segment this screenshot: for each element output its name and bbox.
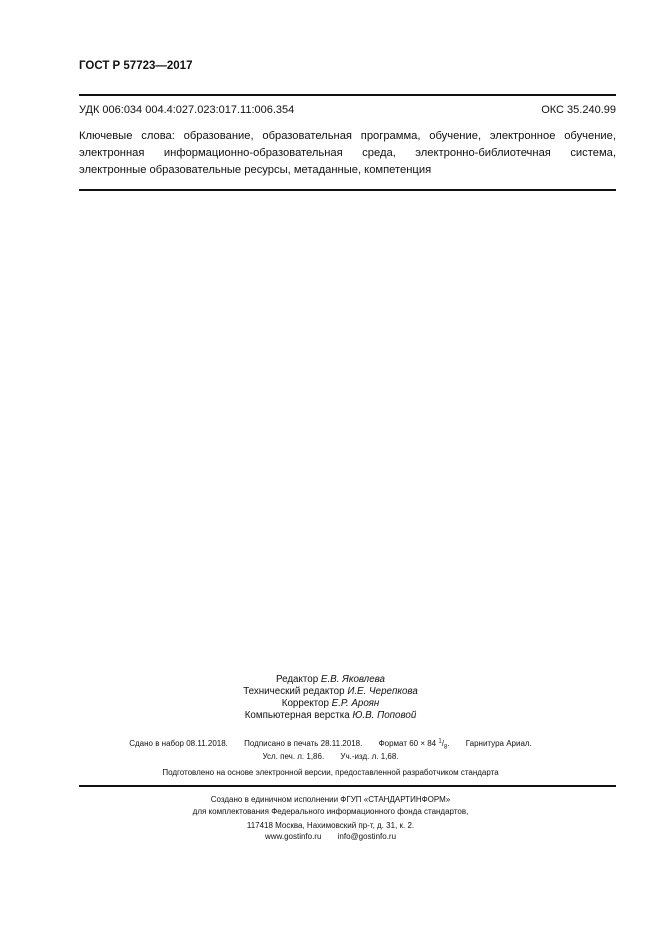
credit-role: Корректор [281,698,329,709]
credit-role: Компьютерная верстка [244,710,350,721]
divider [79,94,616,96]
keywords: Ключевые слова: образование, образовательная программа, обучение, электронное обучение, электронная информационно-образовательная среда, электронно-библиотечная система, электронные образовательные ресурсы, метаданные, компетенция [79,130,616,176]
divider [79,785,616,787]
udk-code: УДК 006:034 004.4:027.023:017.11:006.354 [79,104,295,116]
format: Формат 60 × 84 $^1/_8$. [378,738,450,751]
submitted-date: Сдано в набор 08.11.2018. [129,738,228,748]
footer-line1: Создано в единичном исполнении ФГУП «СТАНДАРТИНФОРМ» [210,795,451,804]
footer-line2: для комплектования Федерального информационного фонда стандартов, [192,807,469,816]
format-label: Формат 60 × 84 [378,738,437,748]
prepared-note: Подготовлено на основе электронной версии, предоставленной разработчиком стандарта [162,768,499,777]
credit-line [0,686,661,698]
print-sheets: Усл. печ. л. 1,86. [262,752,325,761]
credit-line [0,710,661,722]
print-info-line2 [0,752,661,761]
credit-name: И.Е. Черепкова [347,686,418,697]
format-num: 1 [438,738,442,744]
divider [79,189,616,191]
oks-code: ОКС 35.240.99 [541,104,616,116]
credit-role: Технический редактор [243,686,345,697]
credit-name: Е.В. Яковлева [320,674,386,685]
footer-address: 117418 Москва, Нахимовский пр-т, д. 31, к. 2. [246,821,415,830]
website-link[interactable]: www.gostinfo.ru [264,832,322,841]
email-link[interactable]: info@gostinfo.ru [337,832,397,841]
credit-name: Ю.В. Поповой [352,710,417,721]
signed-date: Подписано в печать 28.11.2018. [244,738,363,748]
credit-line [0,674,661,686]
typeface: Гарнитура Ариал. [465,738,532,748]
credits [0,674,661,722]
print-info-line1 [0,738,661,750]
format-den: 8 [443,744,448,751]
pub-sheets: Уч.-изд. л. 1,68. [340,752,399,761]
credit-name: Е.Р. Ароян [331,698,380,709]
standard-title: ГОСТ Р 57723—2017 [79,60,193,72]
footer-contacts [0,832,661,841]
credit-role: Редактор [275,674,319,685]
credit-line [0,698,661,710]
